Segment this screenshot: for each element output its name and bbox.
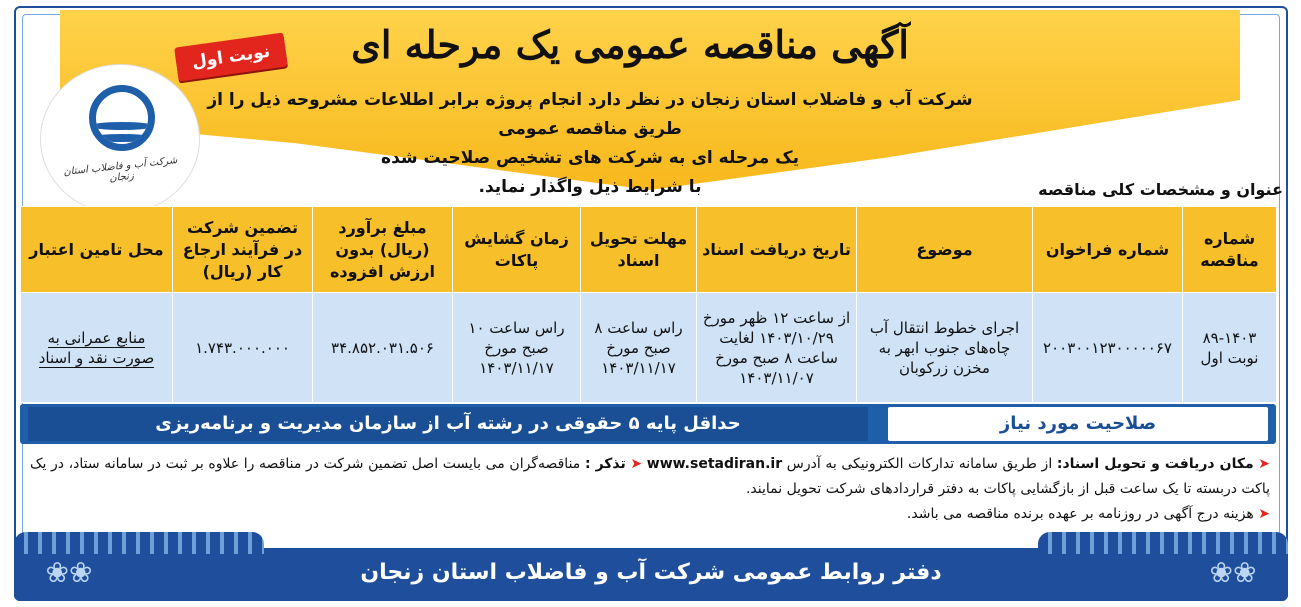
header-call-no: شماره فراخوان <box>1033 207 1183 293</box>
logo-caption: شرکت آب و فاضلاب استان زنجان <box>62 155 178 185</box>
cell-call-no: ۲۰۰۳۰۰۱۲۳۰۰۰۰۰۶۷ <box>1033 293 1183 403</box>
arrow-left-icon: ➤ <box>1258 506 1270 522</box>
qualification-bar <box>20 404 1276 444</box>
cell-doc-receipt-date: از ساعت ۱۲ ظهر مورخ ۱۴۰۳/۱۰/۲۹ لغایت ساعت ۸ صبح مورخ ۱۴۰۳/۱۱/۰۷ <box>697 293 857 403</box>
setadiran-link[interactable]: www.setadiran.ir <box>646 456 783 472</box>
water-drop-logo-icon <box>89 85 155 151</box>
table-header-row <box>21 207 1277 293</box>
header-guarantee: تضمین شرکت در فرآیند ارجاع کار (ریال) <box>173 207 313 293</box>
intro-line-3: با شرایط ذیل واگذار نماید. <box>478 177 702 197</box>
header-opening-time: زمان گشایش پاکات <box>453 207 581 293</box>
funding-text: منابع عمرانی به صورت نقد و اسناد <box>38 328 155 367</box>
header-tender-no: شماره مناقصه <box>1183 207 1277 293</box>
qualification-label: صلاحیت مورد نیاز <box>888 407 1268 441</box>
swirl-ornament-icon: ❀❀ <box>1209 556 1257 589</box>
footer-wave-decoration <box>14 532 264 554</box>
cell-funding <box>21 293 173 403</box>
round-badge: نوبت اول <box>174 33 288 82</box>
table-row <box>21 293 1277 403</box>
cell-tender-no: ۸۹-۱۴۰۳ نوبت اول <box>1183 293 1277 403</box>
company-logo <box>40 64 200 214</box>
cell-estimate: ۳۴.۸۵۲.۰۳۱.۵۰۶ <box>313 293 453 403</box>
arrow-left-icon: ➤ <box>1258 456 1271 472</box>
header-doc-receipt-date: تاریخ دریافت اسناد <box>697 207 857 293</box>
intro-line-1: شرکت آب و فاضلاب استان زنجان در نظر دارد انجام پروژه برابر اطلاعات مشروحه ذیل را از طریق مناقصه عمومی <box>207 90 973 139</box>
notes-block <box>30 452 1270 527</box>
qualification-value: حداقل پایه ۵ حقوقی در رشته آب از سازمان مدیریت و برنامه‌ریزی <box>28 407 868 441</box>
footer-wave-decoration <box>1038 532 1288 554</box>
section-heading: عنوان و مشخصات کلی مناقصه <box>1038 180 1283 199</box>
footer-text: دفتر روابط عمومی شرکت آب و فاضلاب استان زنجان <box>360 560 942 585</box>
tender-table <box>20 206 1277 403</box>
intro-line-2: یک مرحله ای به شرکت های تشخیص صلاحیت شده <box>381 148 799 168</box>
cell-opening-time: راس ساعت ۱۰ صبح مورخ ۱۴۰۳/۱۱/۱۷ <box>453 293 581 403</box>
reminder-label: تذکر : <box>584 456 626 472</box>
swirl-ornament-icon: ❀❀ <box>45 556 93 589</box>
cell-subject: اجرای خطوط انتقال آب چاه‌های جنوب ابهر به مخزن زرکوبان <box>857 293 1033 403</box>
intro-text <box>200 86 980 202</box>
header-estimate: مبلغ برآورد (ریال) بدون ارزش افزوده <box>313 207 453 293</box>
arrow-left-icon: ➤ <box>630 456 643 472</box>
cell-guarantee: ۱.۷۴۳.۰۰۰.۰۰۰ <box>173 293 313 403</box>
place-label: مکان دریافت و تحویل اسناد: <box>1056 456 1254 472</box>
place-text: از طریق سامانه تدارکات الکترونیکی به آدرس <box>786 456 1053 472</box>
header-funding: محل تامین اعتبار <box>21 207 173 293</box>
footer-bar <box>14 548 1288 601</box>
reminder-text: مناقصه‌گران می بایست اصل تضمین شرکت در مناقصه را علاوه بر ثبت در سامانه ستاد، در یک پاکت دربسته تا یک ساعت قبل از بازگشایی پاکات به دفتر قراردادهای شرکت تحویل نمایند. <box>30 456 1270 497</box>
cell-doc-delivery-deadline: راس ساعت ۸ صبح مورخ ۱۴۰۳/۱۱/۱۷ <box>581 293 697 403</box>
header-subject: موضوع <box>857 207 1033 293</box>
cost-text: هزینه درج آگهی در روزنامه بر عهده برنده مناقصه می باشد. <box>906 506 1254 522</box>
ad-title: آگهی مناقصه عمومی یک مرحله ای <box>351 22 909 67</box>
header-doc-delivery-deadline: مهلت تحویل اسناد <box>581 207 697 293</box>
